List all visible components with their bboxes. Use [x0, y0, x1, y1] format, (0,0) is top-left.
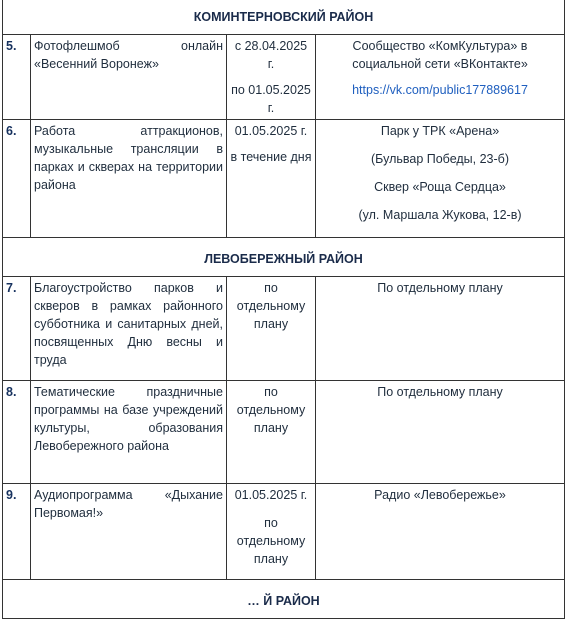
event-title: Тематические праздничные программы на базе учреждений культуры, образования Левобережного района — [31, 381, 227, 484]
section-row — [3, 238, 565, 277]
section-row — [3, 0, 565, 35]
section-title: ЛЕВОБЕРЕЖНЫЙ РАЙОН — [3, 238, 565, 277]
row-number: 9. — [3, 484, 31, 580]
place-line: (ул. Маршала Жукова, 12-в) — [358, 208, 522, 222]
event-title: Фотофлешмоб онлайн «Весенний Воронеж» — [31, 35, 227, 120]
event-title: Аудиопрограмма «Дыхание Первомая!» — [31, 484, 227, 580]
date-line: 01.05.2025 г. — [234, 488, 308, 502]
events-table — [2, 0, 565, 619]
event-title: Благоустройство парков и скверов в рамках районного субботника и санитарных дней, посвященных Дню весны и труда — [31, 277, 227, 381]
section-title: КОМИНТЕРНОВСКИЙ РАЙОН — [3, 0, 565, 35]
event-place — [316, 120, 565, 238]
event-date: по отдельному плану — [227, 381, 316, 484]
place-line: (Бульвар Победы, 23-б) — [371, 152, 509, 166]
event-date — [227, 484, 316, 580]
date-line: 01.05.2025 г. — [234, 124, 308, 138]
event-date — [227, 120, 316, 238]
date-line: в течение дня — [230, 150, 312, 164]
table-row — [3, 120, 565, 238]
event-date — [227, 35, 316, 120]
section-title: … Й РАЙОН — [3, 580, 565, 619]
date-line: по отдельному плану — [236, 516, 306, 566]
table-row — [3, 381, 565, 484]
vk-link[interactable]: https://vk.com/public177889617 — [352, 83, 528, 97]
table-row — [3, 484, 565, 580]
event-date: по отдельному плану — [227, 277, 316, 381]
table-row — [3, 35, 565, 120]
date-line: по 01.05.2025 г. — [231, 83, 311, 115]
event-place: По отдельному плану — [316, 277, 565, 381]
table-row — [3, 277, 565, 381]
event-place: Радио «Левобережье» — [316, 484, 565, 580]
row-number: 7. — [3, 277, 31, 381]
date-line: с 28.04.2025 г. — [234, 39, 308, 71]
place-line: Сквер «Роща Сердца» — [374, 180, 506, 194]
row-number: 8. — [3, 381, 31, 484]
place-line: Парк у ТРК «Арена» — [380, 124, 500, 138]
place-line: Сообщество «КомКультура» в социальной сети «ВКонтакте» — [352, 39, 528, 71]
row-number: 6. — [3, 120, 31, 238]
row-number: 5. — [3, 35, 31, 120]
event-place — [316, 35, 565, 120]
section-row — [3, 580, 565, 619]
event-title: Работа аттракционов, музыкальные трансляции в парках и скверах на территории района — [31, 120, 227, 238]
event-place: По отдельному плану — [316, 381, 565, 484]
